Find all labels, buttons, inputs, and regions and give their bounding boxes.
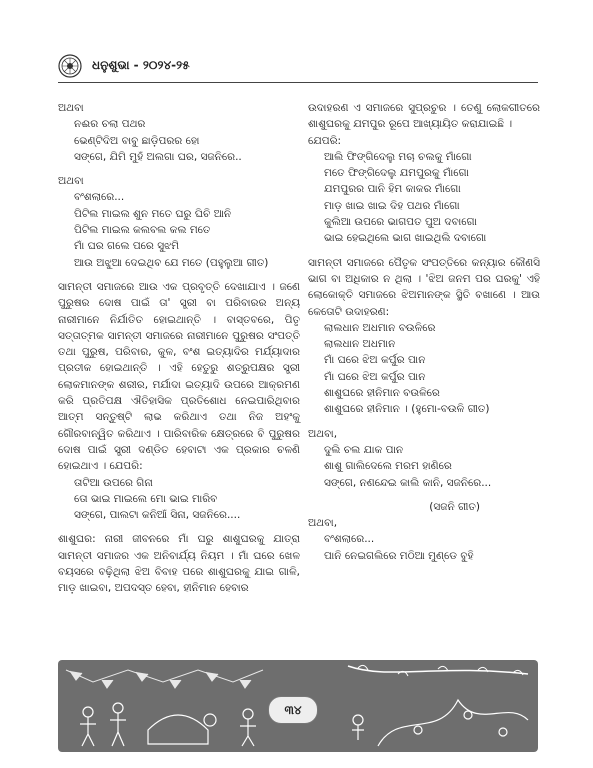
verse-line: ମାଁ ଘର ଗଲେ ପରେ ସୁଝମି (74, 240, 180, 253)
verse-line: ଲାଲଧାନ ଅଧମାନ ବଉଳିରେ (324, 321, 436, 334)
verse-line: ଶାଶୁଘରେ ହୀନିମାନ । (ହୁମୋ-ବଉଳି ଗୀତ) (324, 403, 490, 416)
paragraph: ସାମନ୍ତୀ ସମାଜରେ ଆଉ ଏକ ପ୍ରବୃତ୍ତି ଦେଖାଯାଏ । ଜଣେ ପୁରୁଷର ଦୋଷ ପାଇଁ ତା' ସ୍ତ୍ରୀ ବା ପରିବାରର ଅନ୍ୟ ନାରୀମାନେ ନିର୍ଯାତିତ ହୋଇଥାନ୍ତି । ବାସ୍ତବରେ, ପିତୃ ସତ୍ତାତ୍ମକ ସାମନ୍ତୀ ସମାଜରେ ନାରୀମାନେ ପୁରୁଷର ସଂପତ୍ତି ତଥା ପୁରୁଷ, ପରିବାର, କୁଳ, ବଂଶ ଇତ୍ୟାଦିର ମର୍ଯ୍ୟାଦାର ପ୍ରତୀକ ହୋଇଥାନ୍ତି । ଏହି ହେତୁରୁ ଶତ୍ରୁପକ୍ଷର ସ୍ତ୍ରୀ ଲୋକମାନଙ୍କ ଶରୀର, ମର୍ଯାଦା ଇତ୍ୟାଦି ଉପରେ ଆକ୍ରମଣ କରି ପ୍ରତିପକ୍ଷ ଐତିହାସିକ ପ୍ରତିଶୋଧ ନେଇପାରିଥିବାର ଆତ୍ମ ସନ୍ତୁଷ୍ଟି ଲାଭ କରିଥାଏ ତଥା ନିଜ ଅହଂକୁ ଗୌରବାନ୍ୱିତ କରିଥାଏ । ପାରିବାରିକ କ୍ଷେତ୍ରରେ ବି ପୁରୁଷର ଦୋଷ ପାଇଁ ସ୍ତ୍ରୀ ଦଣ୍ଡିତ ହେବାଟା ଏକ ପ୍ରକାର ଚଳଣି ହୋଇଥାଏ । ଯେପରି: (58, 280, 300, 473)
verse-line: ବଂଶଲାରେ... (74, 191, 125, 204)
paragraph: ସାମନ୍ତୀ ସମାଜରେ ପୈତୃକ ସଂପତ୍ତିରେ କନ୍ୟାର କୌଣସି ଭାଗ ବା ଅଧିକାର ନ ଥିଲା । 'ଝିଅ ଜନମ ପର ଘରକୁ' ଏହି ଲୋକୋକ୍ତି ସମାଜରେ ଝିଅମାନଙ୍କ ସ୍ଥିତି ବଖାଣେ । ଆଉ କେତୋଟି ଉଦାହରଣ: (308, 256, 540, 318)
verse-line: ଦୁଲି ଚଲ ଯାକ ପାନ (324, 443, 404, 456)
verse-line: ଶାଶୁ ଗାଲିଦେଲେ ମରମ ହାଣିରେ (324, 460, 452, 473)
verse-line: ପାନି ନେଇଗଲିରେ ମଠିଆ ମୁଣ୍ଡେ ବୁହି (324, 549, 474, 562)
verse-line: ମାଁ ଘରେ ଝିଅ କର୍ପୁର ପାନ (324, 370, 426, 383)
verse-block (308, 320, 540, 418)
verse-line: ଲାଲଧାନ ଅଧମାନ (324, 338, 396, 351)
verse-line: ଯମପୁରର ପାନି ହିମ କାକର ମାଁଗୋ (324, 183, 461, 196)
verse-line: ନଈର ଚଲା ପଥର (74, 118, 146, 131)
section-label: ଅଥବା, (308, 517, 338, 530)
verse-block (58, 475, 300, 524)
verse-line: ସଙ୍ଗେ, ଯିମି ମୁହଁ ଅଲଗା ଘର, ସଜନିରେ.. (74, 150, 242, 163)
verse-line: ଶାଶୁଘରେ ହୀନିମାନ ବଉଳିରେ (324, 387, 440, 400)
page-header (58, 54, 538, 82)
section-label: ଅଥବା (58, 102, 84, 114)
verse-line: କୁଲିଆ ଉପରେ ଭାଗପତ ପୁଅ ଦବାଗୋ (324, 216, 477, 229)
verse-line: ପିଟିଲ ମାଇଲ କଲବଲ କଲ ମତେ (74, 224, 211, 237)
verse-line: ମାଁ ଘରେ ଝିଅ କର୍ପୁର ପାନ (324, 354, 426, 367)
footer-illustration (58, 660, 538, 752)
verse-line: ମାଡ଼ ଖାଇ ଖାଇ ଦିହ ପଥର ମାଁଗୋ (324, 199, 460, 212)
verse-line: ପିଟିଲ ମାଇଲ ଶୁନ ମତେ ଘରୁ ଘିଚି ଆନି (74, 207, 232, 220)
paragraph: ଉଦାହରଣ ଏ ସମାଜରେ ସୁପ୍ରଚୁର । ତେଣୁ ଲୋକଗୀତରେ ଶାଶୁଘରକୁ ଯମପୁର ରୂପେ ଆଖ୍ୟାୟିତ କରାଯାଇଛି । (308, 102, 540, 131)
section-label: ଅଥବା, (308, 427, 338, 440)
verse-block (58, 189, 300, 270)
verse-line: ସଙ୍ଗେ, ପାଲଟା କନିଆଁ ସିନା, ସଜନିରେ.... (74, 509, 241, 522)
verse-line: ତାଟିଆ ଉପରେ ଗିନା (74, 476, 153, 489)
page-number: ୩୪ (268, 696, 318, 724)
verse-line: ବଂଶଲାରେ... (324, 533, 375, 546)
verse-block (308, 531, 540, 564)
emblem-icon (58, 54, 82, 78)
section-label: ଅଥବା (58, 175, 84, 188)
header-rule (58, 82, 538, 83)
verse-line: ଭାଇ ହେଇଥିଲେ ଭାଗ ଖାଇଥିଲି ଦବାଗୋ (324, 232, 487, 245)
verse-line: ଆଉ ଅଝୁଆ ଦେଇଥିବ ଯେ ମତେ (ପହୁଲୁଆ ଗୀତ) (74, 256, 269, 269)
verse-line: ଆଲି ଫିଙ୍ଗିଦେଲୁ ମଚା ଚଲକୁ ମାଁଗୋ (324, 150, 472, 163)
right-column (308, 100, 540, 572)
song-source: (ସଜନି ଗୀତ) (429, 500, 480, 513)
paragraph: ଶାଶୁଘର: ନାରୀ ଜୀବନରେ ମାଁ ଘରୁ ଶାଶୁଘରକୁ ଯାତ୍ରା ସାମନ୍ତୀ ସମାଜର ଏକ ଅନିବାର୍ଯ୍ୟ ନିୟମ । ମାଁ ଘରେ ଖେଳ ବୟସରେ ବଢ଼ିଥିଲା ଝିଅ ବିବାହ ପରେ ଶାଶୁଘରକୁ ଯାଇ ଗାଳି, ମାଡ଼ ଖାଇବା, ଅପଦସ୍ତ ହେବା, ହୀନିମାନ ହେବାର (58, 533, 300, 595)
section-label: ଯେପରି: (308, 134, 342, 147)
verse-line: ମତେ ଫିଙ୍ଗିଦେଲୁ ଯମପୁରକୁ ମାଁଗୋ (324, 167, 469, 180)
verse-line: ତୋ ଭାଇ ମାଇଲେ ମୋ ଭାଇ ମାରିବ (74, 492, 218, 505)
verse-line: ସଙ୍ଗେ, ନଣନ୍ଦେଇ କାଲି କାନି, ସଜନିରେ... (324, 476, 492, 489)
header-title: ଧନୁଶୁଭା - ୨୦୨୪-୨୫ (92, 58, 190, 72)
verse-block (308, 442, 540, 491)
verse-block (308, 149, 540, 247)
verse-line: ଭେଣ୍ଟିଦିଅ ବାବୁ ଛାଡ଼ିପରର ହୋ (74, 134, 200, 147)
verse-block (58, 116, 300, 165)
left-column (58, 100, 300, 597)
